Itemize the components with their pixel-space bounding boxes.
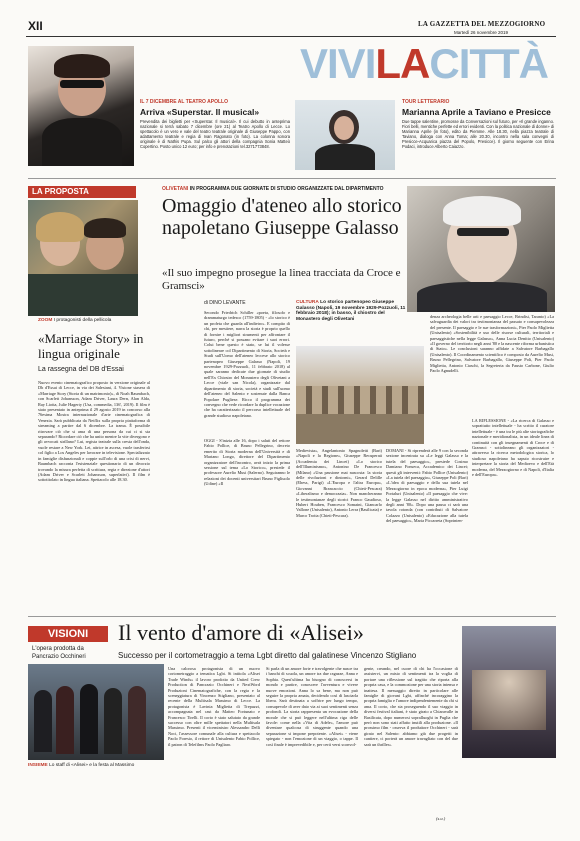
alisei-signature: (s.u.): [436, 816, 446, 821]
marriage-caption-text: I protagonisti della pellicola: [53, 318, 112, 323]
superstar-photo: [28, 46, 134, 166]
header-rule: [26, 36, 556, 37]
top-divider: [28, 178, 556, 179]
olivetani-cloister-photo: [296, 346, 424, 444]
alisei-tag-sub: L'opera prodotta da Pancrazio Occhineri: [32, 646, 86, 660]
galasso-subtitle: «Il suo impegno prosegue la linea tracciata da Croce e Gramsci»: [162, 267, 401, 292]
galasso-byline: di DINO LEVANTE: [204, 300, 246, 306]
section-title: [300, 42, 548, 86]
aprile-title: Marianna Aprile a Taviano e Presicce: [402, 107, 551, 117]
superstar-body: Prevendita dei biglietti per «Superstar. Il musical». Il cui debutto in anteprima nazionale si terrà sabato 7 dicembre (ore 21) al Teatro Apollo di Lecce. Lo spettacolo è un vero e vale del teatro teatrale originale di Giuseppe Pappo, con adattamento teatrale e regia di Ivan Ragonato (in foto). La colonna sonora originale è di Nathis Pupa. Sul palco gli attori della compagnia Sonia Matteò Copertino. Posto unico 12 euro; per info e prenotazioni tel.3271773848.: [140, 119, 290, 149]
marriage-subtitle: La rassegna del DB d'Essai: [38, 366, 124, 373]
alisei-col1: Una calorosa protagonista di un nuovo cortometraggio a tematica Lgbt. Si intitola «Alisei Trade Winds» il lavoro prodotto da United Crew Production di Pancrazio Occhineri e NextWord Produzioni Cinematografiche, con la regia e la sceneggiatura di Vincenzo Stigliano, presentato al recente della Multisala Massimo di Lecce. La protagonista è Lavinia Miglietta di Trepuzzi, accompagnata nel cast da Matteo Fortunato e Francesco Tirelli. Il corto è stato salutato da grande successo con oltre mille spettatori nella Multisala Massimo. Presenti il viceministro Alessandro Delli Noci, l'assessore comunale alla cultura e spettacolo Paolo Foresio, il rettore di Unisalento Fabio Pollice, il patron di Telefilms Paolo Pagliaro.: [168, 666, 260, 747]
paper-name: LA GAZZETTA DEL MEZZOGIORNO: [418, 20, 546, 28]
galasso-portrait: [407, 186, 555, 312]
aprile-kicker: TOUR LETTERARIO: [402, 99, 450, 105]
alisei-staff-photo: [28, 664, 164, 760]
alisei-subtitle: Successo per il cortometraggio a tema Lgbt diretto dal galatinese Vincenzo Stigliano: [118, 651, 417, 660]
marriage-title: «Marriage Story» in lingua originale: [38, 331, 144, 361]
galasso-col3: denza archeologia belle arti e paesaggio Lecce, Brindisi, Taranto) «La salvaguardia dei valori tra testimonianza del passato e consapevolezza del presente. Il paesaggio e le sue trasformazioni», Pier Paolo Miglietta (Unisalento) «Sostenibilità e uso delle risorse culturali, territoriali e paesaggistiche nella legge Galasso», Anna Lucia Denitto (Unisalento) «Il governo del territorio negli anni '80 e la nascente riforma urbanistica di Stato». Le conclusioni saranno affidate a Salvatore Barbagallo (Unisalento). Il Coordinamento scientifico è composto da Aurelio Musi, Bruno Pellegrino, Salvatore Barbagallo, Giuseppe Poli, Pier Paolo Miglietta, Antonio Ciaschi, la Segreteria da Fausto Carbone, Giulio Paolo Agnudelli.: [430, 314, 554, 374]
alisei-title: Il vento d'amore di «Alisei»: [118, 620, 364, 645]
aprile-photo: [295, 100, 395, 170]
galasso-col2b: DOMANI - Si riprenderà alle 9 con la seconda sezione incentrata su «Le leggi Galasso e la tutela del paesaggio», presiede Cosimo Damiano Fonseca, Accademico dei Lincei; questi gli interventi: Fabio Pollice (Unisalento) «La tutela del paesaggio», Giuseppe Poli (Bari) «L'idea di paesaggio e della sua tutela nel Mezzogiorno in epoca moderna», Pier Luigi Portaluri (Unisalento) «Il paesaggio che vive: la legge Galasso nel diritto amministrativo degli anni '80». Dopo una pausa ci sarà una tavola rotonda (con contributi di Salvatore Colazzo (Unisalento) «Educazione alla tutela del paesaggio», Maria Piccarreta (Soprinten-: [386, 448, 468, 524]
galasso-caption-text: Lo storico partenopeo Giuseppe Galasso (Napoli, 19 novembre 1929-Pozzuoli, 11 febbraio 2018); in basso, il chiostro del Monastero degli Olivetani: [296, 300, 406, 322]
alisei-col2: Si parla di un amore forte e travolgente che nasce tra i banchi di scuola, un amore tra due ragazze, Anna e Sophia. Quest'ultima ha bisogno di conoscersi in mondo e partire, conoscere l'avventura e vivere nuove emozioni. Anna lo sa bene, ma non può seguire la propria amata, decidendo così di lasciarla libera. Sarà destinata a soffrire per lungo tempo, consapevole di aver dato via ai suoi sentimenti senza profondi. La storia rappresenta un evocazione della morale che si può leggere nell'ultima riga delle favole: come nella «Vita di Adele», l'amore può diventare qualcosa di struggente quando una separazione si impone prepotente. «Alisei» - viene spiegato - non l'emozione di un viaggio, o tappe. Il così finale è imprevedibile e, per certi versi sconvol-: [266, 666, 358, 747]
page-number: XII: [28, 19, 43, 33]
galasso-col3b: LA RIFLESSIONE - «La ricerca di Galasso e soprattutto intellettuale - ha scritto il curatore intellettuale - è una tra le più alte storiografiche nazionale e meridionalista, in un ideale linea di continuità con gli insegnamenti di Croce e di Gramsci - sottolineano gli organizzatori - attraverso la ricerca metodologica storica, lo studioso napoletano ha saputo ricostruire e interpretare la storia del Medioevo e dell'Età moderna, del Mezzogiorno e di Napoli, d'Italia e dell'Europa».: [472, 418, 554, 478]
marriage-story-photo: [28, 200, 138, 316]
aprile-body: Due tappe salentine, promosse da Conversazioni sul futuro, per «Il grande inganno. Fiori belli, mentiche perfette ed errori evidenti. Con la politica nazionale di donne» di Marianna Aprile (in foto), edito da Piemme. Alle 18.30, nella piazza teatrale di Taviano, dialoga con Anna Toma; alle 20.30, incontro nella sala convegni di Presicce-Acquarica piazza del Popolo, Presicce). Il giorno seguente con Erina Podaci, introduce Alberto Caiazzo.: [402, 119, 555, 149]
galasso-col1: Secondo Friedrich Schiller «poeta, filosofo e drammaturgo tedesco (1759-1805) - «lo storico è un profeta che guarda all'indietro». E compito di chi, per mestiere, narra la storia è proprio quello di fornire i migliori strumenti per affrontare il futuro, perché si possano evitare i suoi errori. Colui bene questo è stato, se lui il volesse sottolineare col Dipartimento di Storia, Società e Studi sull'Uomo dell'ateneo leccese allo storico partenopeo Giuseppe Galasso (Napoli, 19 novembre 1929-Pozzuoli, 11 febbraio 2018) al quale saranno dedicate due giornate di studio nell'Ex Chiostro del Monastero degli Olivetani a Lecce (viale san Nicola), organizzate dal dipartimento di storia, società e studi sull'uomo dell'ateneo del Salento e sostenute dalla Banca Popolare Pugliese. Ricco il programma dei convegno che vede ricordare la duplice vocazione che ha caratterizzato il percorso intellettuale del grande studioso napoletano.: [204, 310, 290, 418]
galasso-col2: Medievista», Angelantonio Spagnoletti (Bari) «Napoli e la Regione», Giuseppe Recuperati (Accademia dei Lincei) «Lo storico dell'Illuminismo», Antonino De Francesco (Milano) «Una passione mai nascosta: la storia delle rivoluzioni e dintorni», Gerard Delille (Ehess, Parigi) «L'Europa e l'altra Europa», Giovanni Brancaccio (Chieti-Pescara) «Liberalismo e democrazia». Non mancheranno le testimonianze degli storici Franco Gaudioso, Hubert Houben, Francesco Somaini, Giancarlo Vallone (Unisalento), Antonio Lerra (Basilicata) e Marco Trotta (Chieti-Pescara).: [296, 448, 382, 518]
marriage-body: Nuovo evento cinematografico proposto in versione originale al Db d'Essai di Lecce, in via dei Salesiani, 4. Visione stasera di «Marriage Story (Storia di un matrimonio)», di Noah Baumbach, con Scarlett Johansson, Adam Driver, Laura Dern, Alan Alda, Ray Liotta, Julie Hagerty (Usa, commedia, 136', 2019). Il film è stato presentato in anteprima il 29 agosto 2019 in concorso alla 76esima Mostra internazionale d'arte cinematografica di Venezia. Sarà pubblicata da Netflix sulla propria piattaforma di streaming a partire dal 6 dicembre. La trama. È possibile ritrovare ciò che si ama di una persona da cui ci si sta separando? Ricordare ciò che ha unito mentre la vite divergono e gli avvocati strillano? Lui, regista teatrale sulla cresta dell'onda, vuole restare a New York. Lei, attrice in ascesa, vuole trasferirsi col figlio a Los Angeles per lavorare in televisione. Specializzato in famiglie disfunzionali e coppie sull'orlo di una crisi di nervi, Baumbach racconta l'esistenziale questionario di un divorzio trovando la misura perfetta di scrittura, regia e direzione d'attori (Adam Driver e Scarlett Johansson, superlativi). Il film è sottotitolato in lingua italiana. Spettacolo alle 18.30.: [38, 380, 150, 483]
marriage-caption-label: ZOOM: [38, 318, 53, 323]
galasso-col1b: OGGI - S'inizia alle 16, dopo i saluti del rettore Fabio Pollice, di Bruno Pellegrino, decreto emerito di Storia moderna dell'Università e di Mariano Longo, direttore del Dipartimento organizzatore dell'incontro, avrà inizio la prima sessione sul tema «Lo Storico», presiede il professore Aurelio Musi (Salerno). Seguiranno le relazioni dei docenti universitari Bruno Figliuolo (Udine) «Il: [204, 438, 290, 487]
alisei-caption-label: INSIEME: [28, 763, 48, 768]
alisei-event-photo: [462, 626, 556, 758]
alisei-caption-text: Lo staff di «Alisei» e la festa al Massimo: [49, 763, 135, 768]
galasso-title: Omaggio d'ateneo allo storico napoletano Giuseppe Galasso: [162, 195, 402, 239]
proposta-tag: LA PROPOSTA: [28, 186, 136, 198]
galasso-kicker-text: IN PROGRAMMA DUE GIORNATE DI STUDIO ORGANIZZATE DAL DIPARTIMENTO: [189, 186, 384, 192]
galasso-kicker-bold: OLIVETANI: [162, 186, 189, 192]
marriage-photo-caption: [38, 318, 111, 323]
issue-date: Martedì 26 novembre 2019: [454, 30, 509, 35]
galasso-caption-label: CULTURA: [296, 300, 319, 305]
superstar-kicker: IL 7 DICEMBRE AL TEATRO APOLLO: [140, 99, 228, 105]
alisei-divider: [28, 616, 556, 617]
superstar-title: Arriva «Superstar. Il musical»: [140, 107, 260, 117]
galasso-kicker: [162, 186, 383, 192]
alisei-col3: gente, creando, nel cuore di chi ha l'occasione di assistervi, un misto di sentimenti tra la voglia di portare una riflessione sul tragitto che riporta alla propria casa, e la commozione per una storia intensa e inattesa. Il messaggio diretto in particolare alle famiglie di giovani Lgbt, affinché incoraggino la propria famiglia e l'amore indipendentemente da chi si ama. Il corto, che sta proseguendo il suo viaggio in diversi festival italiani, è stato girato a Chiaravalle in Basilicata, dopo numerosi sopralluoghi in Puglia che però non sono stati affatto inutili alla produzione. «Il prossimo film - osserva il produttore Occhineri - sarà girato nel Salento: abbiamo già due progetti in cantiere, ci porterà un amore travagliato con del due sarà un thriller».: [364, 666, 458, 747]
alisei-tag: VISIONI: [28, 626, 108, 642]
section-title-vivi: VIVI: [300, 40, 376, 87]
section-title-la: LA: [375, 40, 430, 87]
section-title-citta: CITTÀ: [429, 40, 549, 87]
galasso-photo-caption: [296, 300, 406, 322]
alisei-photo-caption: [28, 763, 134, 768]
